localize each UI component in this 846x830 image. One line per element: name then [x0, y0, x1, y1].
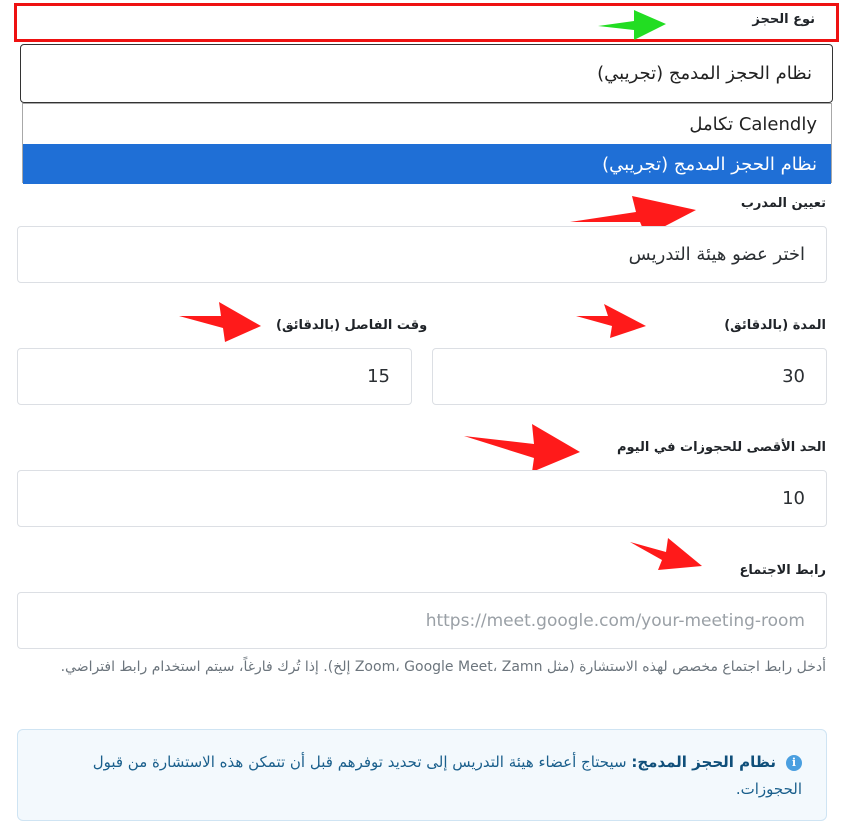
- option-calendly-label: تكامل Calendly: [689, 113, 817, 135]
- buffer-input-value: 15: [367, 366, 390, 387]
- booking-type-select[interactable]: [20, 44, 833, 103]
- duration-input-value: 30: [782, 366, 805, 387]
- instructor-select[interactable]: [17, 226, 827, 283]
- option-builtin-booking[interactable]: [23, 144, 831, 184]
- booking-type-label: نوع الحجز: [752, 12, 815, 27]
- duration-input[interactable]: [432, 348, 827, 405]
- max-bookings-label: الحد الأقصى للحجوزات في اليوم: [617, 440, 826, 455]
- booking-notice-alert: [17, 729, 827, 821]
- option-calendly[interactable]: [23, 104, 831, 144]
- notice-title: نظام الحجز المدمج:: [631, 753, 776, 771]
- buffer-label: وقت الفاصل (بالدقائق): [276, 318, 428, 333]
- meeting-link-input[interactable]: [17, 592, 827, 649]
- red-arrow-icon: [628, 536, 704, 572]
- instructor-label: تعيين المدرب: [740, 196, 826, 211]
- red-arrow-icon: [574, 302, 648, 340]
- meeting-link-label: رابط الاجتماع: [739, 563, 826, 578]
- buffer-input[interactable]: [17, 348, 412, 405]
- notice-text: سيحتاج أعضاء هيئة التدريس إلى تحديد توفرهم قبل أن تتمكن هذه الاستشارة من قبول الحجوزات.: [92, 753, 802, 798]
- red-arrow-icon: [177, 300, 263, 344]
- meeting-link-placeholder: https://meet.google.com/your-meeting-room: [425, 610, 805, 631]
- max-bookings-input-value: 10: [782, 488, 805, 509]
- green-arrow-icon: [596, 6, 668, 42]
- info-icon: i: [786, 755, 802, 771]
- booking-type-highlight-box: [14, 3, 839, 42]
- duration-label: المدة (بالدقائق): [724, 318, 826, 333]
- meeting-link-help-text: أدخل رابط اجتماع مخصص لهذه الاستشارة (مثل Zoom، Google Meet، Zamn إلخ). إذا تُرك فارغاً، سيتم استخدام رابط افتراضي.: [60, 659, 826, 675]
- booking-type-dropdown: [22, 103, 832, 183]
- red-arrow-icon: [462, 422, 582, 474]
- max-bookings-input[interactable]: [17, 470, 827, 527]
- option-builtin-booking-label: نظام الحجز المدمج (تجريبي): [602, 153, 817, 175]
- instructor-select-value: اختر عضو هيئة التدريس: [628, 244, 805, 265]
- booking-type-selected-value: نظام الحجز المدمج (تجريبي): [597, 63, 812, 84]
